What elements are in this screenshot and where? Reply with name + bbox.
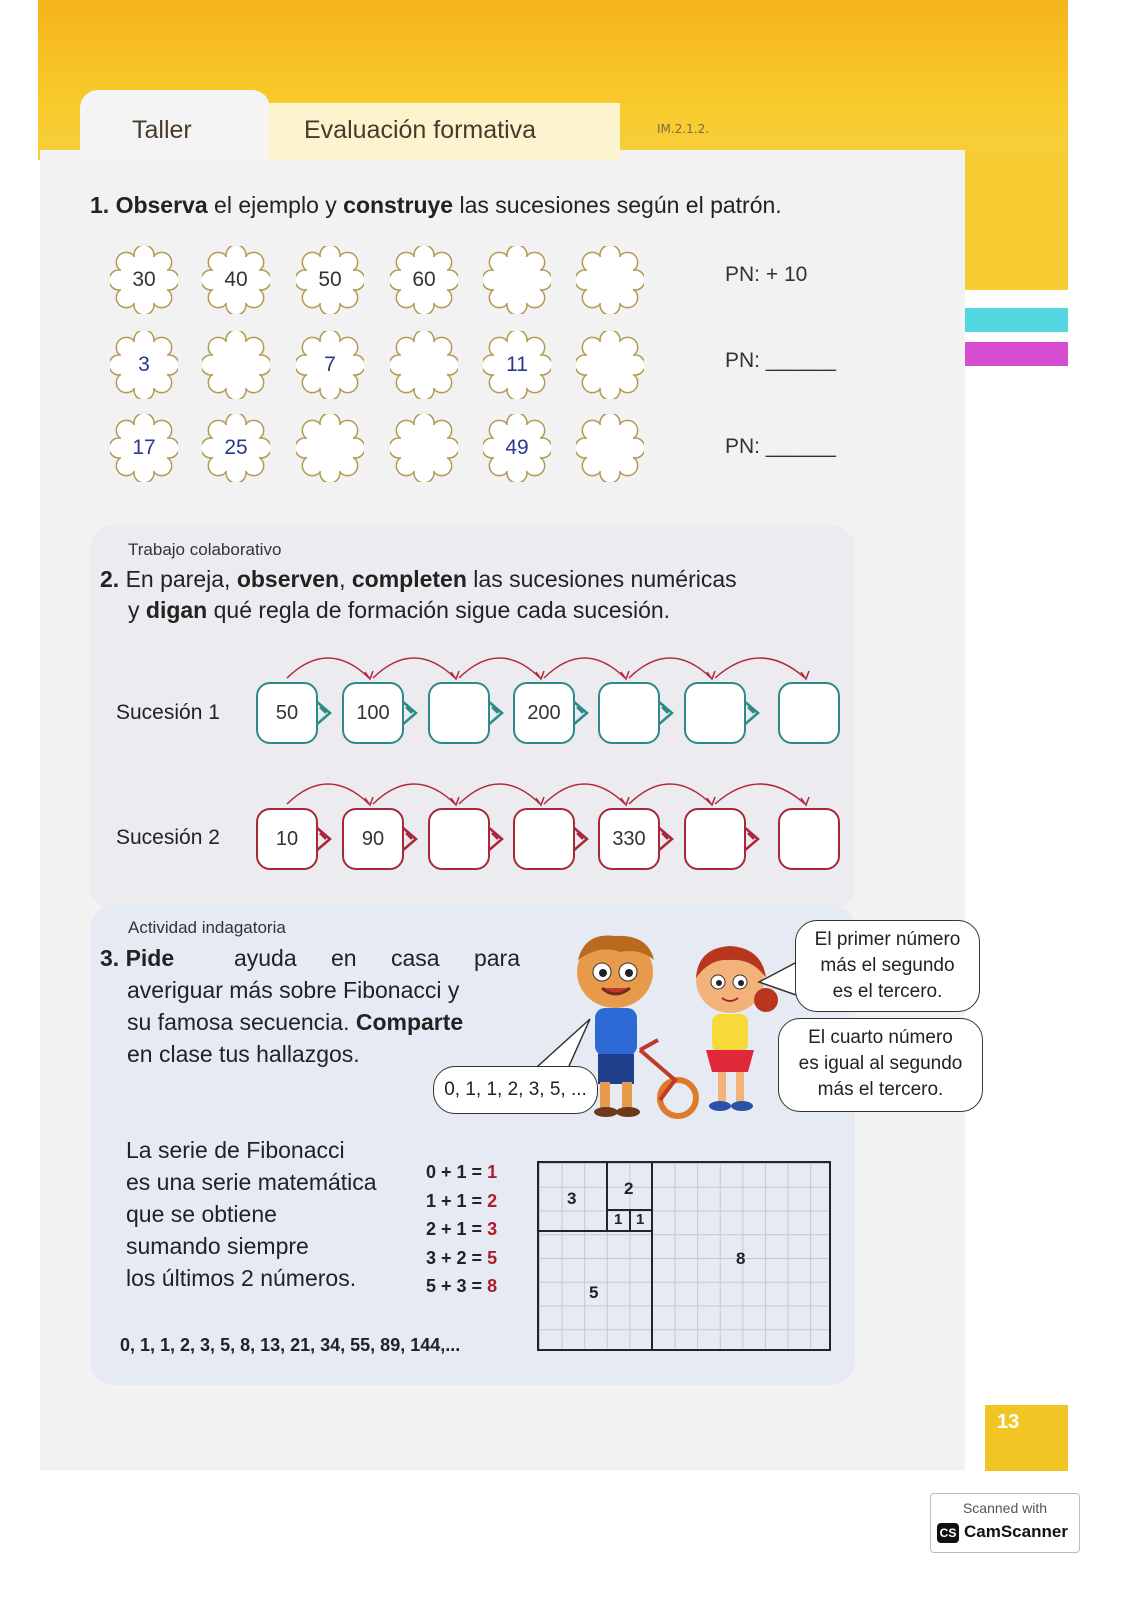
chevron-right-icon: [488, 701, 502, 725]
q3-number: 3.: [100, 945, 120, 971]
sequence-1-box: 50: [256, 682, 318, 744]
flower-value: 30: [132, 268, 156, 291]
sequence-arc-arrow: [373, 784, 455, 804]
sequence-arc-arrow: [629, 784, 711, 804]
q2-text-5: qué regla de formación sigue cada sucesión.: [207, 597, 671, 623]
sequence-1-box[interactable]: [684, 682, 746, 744]
chevron-right-icon: [744, 701, 758, 725]
bicycle: [640, 1040, 696, 1116]
q3-word-comparte: Comparte: [355, 1009, 464, 1035]
grid-number-3: 3: [567, 1189, 577, 1208]
girl-bubble-2-line-2: es igual al segundo: [798, 1053, 963, 1074]
q2-text-3: las sucesiones numéricas: [466, 566, 737, 592]
flower-value: 7: [324, 353, 336, 376]
inquiry-label: Actividad indagatoria: [128, 918, 286, 937]
flower-value: 25: [224, 436, 248, 459]
pattern-label-3: PN: ______: [725, 435, 836, 458]
flower-value: 50: [318, 268, 342, 291]
boy-speech-bubble: 0, 1, 1, 2, 3, 5, ...: [433, 1066, 598, 1114]
curriculum-code: IM.2.1.2.: [657, 122, 710, 136]
stamp-line-2: CamScanner: [964, 1522, 1068, 1541]
flower-value: 60: [412, 268, 436, 291]
sequence-1-box: 200: [513, 682, 575, 744]
flower-value: 17: [132, 436, 156, 459]
stamp-line-1: Scanned with: [962, 1500, 1048, 1516]
sum-row: 1 + 1 = 2: [426, 1190, 498, 1211]
sum-row: 5 + 3 = 8: [426, 1276, 498, 1296]
grid-number-1b: 1: [636, 1211, 645, 1228]
sequence-1-box[interactable]: [778, 682, 840, 744]
sequence-arc-arrow: [715, 658, 805, 678]
q1-text-1: el ejemplo y: [207, 192, 344, 218]
q3-word-pide: Pide: [125, 945, 175, 971]
chevron-right-icon: [573, 701, 587, 725]
sum-row: 3 + 2 = 5: [426, 1247, 498, 1268]
girl-bubble-1-line-2: más el segundo: [820, 955, 955, 976]
girl-bubble-2-line-3: más el tercero.: [817, 1079, 944, 1100]
desc-line-5: los últimos 2 números.: [126, 1265, 357, 1291]
fibonacci-series: 0, 1, 1, 2, 3, 5, 8, 13, 21, 34, 55, 89, 144,...: [120, 1335, 461, 1355]
sequence-2-box: 10: [256, 808, 318, 870]
sequence-arc-arrow: [459, 784, 540, 804]
flower-value: 3: [138, 353, 150, 376]
grid-divider: [606, 1163, 608, 1232]
q3-text-3: su famosa secuencia.: [127, 1009, 356, 1035]
desc-line-3: que se obtiene: [126, 1201, 277, 1227]
camscanner-stamp: [930, 1493, 1080, 1553]
q1-text-2: las sucesiones según el patrón.: [453, 192, 782, 218]
girl-bubble-1-line-1: El primer número: [814, 929, 961, 950]
q2-word-digan: digan: [145, 597, 208, 623]
q3-line-3: [100, 1006, 520, 1038]
sequence-arc-arrow: [544, 658, 625, 678]
q1-word-construye: construye: [343, 192, 454, 218]
q3-text-1: ayuda en casa para: [233, 945, 520, 971]
pattern-label-2: PN: ______: [725, 349, 836, 372]
q2-text-1: En pareja,: [119, 566, 237, 592]
pattern-label-1: PN: + 10: [725, 263, 808, 286]
sequence-arc-arrow: [715, 784, 805, 804]
camscanner-logo-icon: CS: [937, 1523, 959, 1543]
sequence-arc-arrow: [544, 784, 625, 804]
desc-line-1: La serie de Fibonacci: [126, 1137, 345, 1163]
q2-text-2: ,: [339, 566, 352, 592]
fibonacci-sums: [426, 1158, 497, 1301]
chevron-right-icon: [402, 827, 416, 851]
q1-number: 1.: [90, 192, 110, 218]
sequence-2-box: 90: [342, 808, 404, 870]
sequence-arc-arrow: [629, 658, 711, 678]
grid-divider: [539, 1230, 652, 1232]
sequence-arc-arrow: [373, 658, 455, 678]
chevron-right-icon: [488, 827, 502, 851]
grid-number-5: 5: [589, 1283, 599, 1302]
q3-line-2: averiguar más sobre Fibonacci y: [127, 977, 460, 1003]
chevron-right-icon: [658, 827, 672, 851]
q3-line-1: [100, 942, 520, 974]
grid-number-2: 2: [624, 1179, 634, 1198]
chevron-right-icon: [316, 827, 330, 851]
q3-line-4: en clase tus hallazgos.: [127, 1041, 360, 1067]
sequence-2-label: Sucesión 2: [116, 826, 220, 849]
q3-instruction: [100, 942, 520, 1070]
chevron-right-icon: [316, 701, 330, 725]
flower-value: 49: [505, 436, 529, 459]
girl-speech-bubble-2: [778, 1018, 983, 1112]
sum-row: 0 + 1 = 1: [426, 1162, 498, 1182]
sequence-2-box: 330: [598, 808, 660, 870]
chevron-right-icon: [402, 701, 416, 725]
girl-speech-bubble-1: [795, 920, 980, 1012]
girl-bubble-2-line-1: El cuarto número: [808, 1027, 953, 1048]
desc-line-4: sumando siempre: [126, 1233, 309, 1259]
chevron-right-icon: [744, 827, 758, 851]
tab-taller-label: Taller: [132, 116, 192, 144]
page-number: 13: [997, 1411, 1020, 1433]
sequence-arc-arrow: [459, 658, 540, 678]
sequence-2-box[interactable]: [513, 808, 575, 870]
sequence-2-box[interactable]: [684, 808, 746, 870]
sequence-arc-arrow: [287, 658, 369, 678]
sequence-1-box[interactable]: [428, 682, 490, 744]
grid-number-1a: 1: [614, 1211, 623, 1228]
fibonacci-description: [126, 1134, 377, 1294]
fibonacci-grid: [537, 1161, 831, 1351]
sequence-1-label: Sucesión 1: [116, 701, 220, 724]
sum-row: 2 + 1 = 3: [426, 1219, 498, 1239]
girl-bubble-1-line-3: es el tercero.: [832, 981, 943, 1002]
flower-value: 40: [224, 268, 248, 291]
collaborative-label: Trabajo colaborativo: [128, 540, 282, 559]
sequence-1-box[interactable]: [598, 682, 660, 744]
desc-line-2: es una serie matemática: [126, 1169, 377, 1195]
page-number-badge: [985, 1405, 1068, 1471]
q2-text-4: y: [128, 597, 146, 623]
grid-number-8: 8: [736, 1249, 746, 1268]
flower-value: 11: [506, 353, 528, 376]
sequence-1-box: 100: [342, 682, 404, 744]
q2-number: 2.: [100, 566, 120, 592]
sequence-2-box[interactable]: [778, 808, 840, 870]
grid-divider: [651, 1163, 653, 1351]
tab-evaluacion-label: Evaluación formativa: [304, 116, 537, 144]
sequence-arc-arrow: [287, 784, 369, 804]
q2-word-observen: observen: [236, 566, 340, 592]
chevron-right-icon: [658, 701, 672, 725]
sequence-2-box[interactable]: [428, 808, 490, 870]
q1-word-observa: Observa: [115, 192, 208, 218]
q2-word-completen: completen: [351, 566, 467, 592]
chevron-right-icon: [573, 827, 587, 851]
grid-divider: [629, 1209, 631, 1231]
